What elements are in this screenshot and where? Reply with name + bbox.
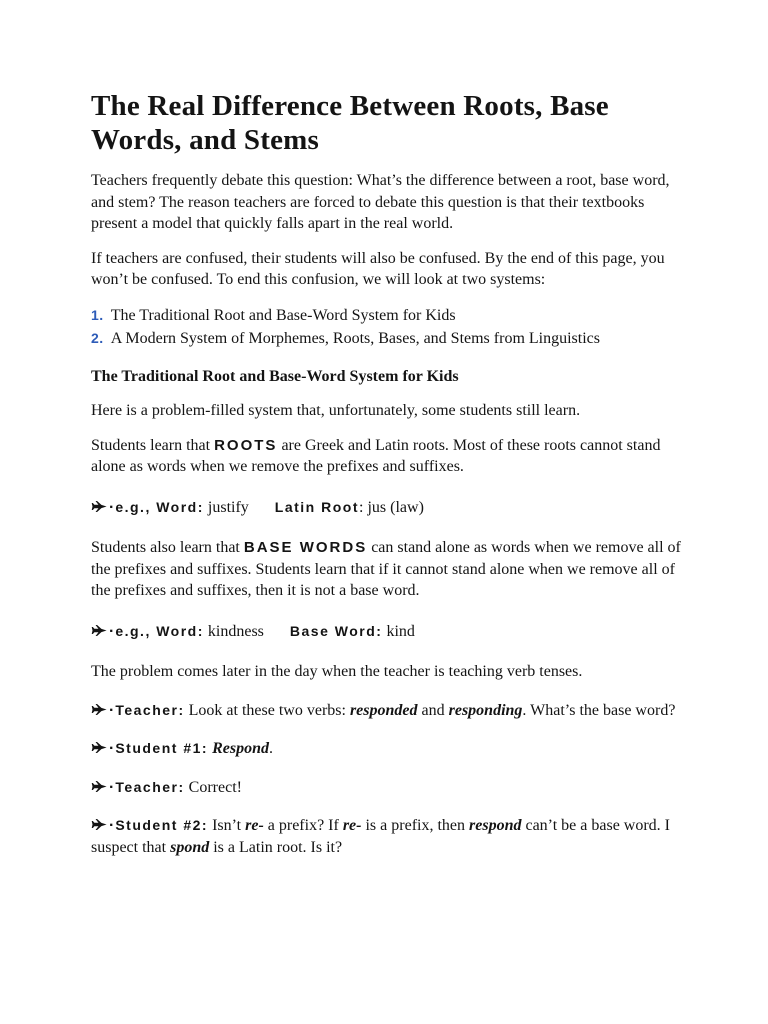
dialog-text: can’t be a base word. I suspect that (91, 817, 670, 856)
intro-paragraph-1: Teachers frequently debate this question: What’s the difference between a root, base word, and stem? The reason teachers are forced to debate this question is that their textbooks present a model that quickly falls apart in the real world. (91, 172, 670, 232)
base-words-pre-text: Students also learn that (91, 539, 244, 556)
airplane-bullet-icon (91, 624, 107, 637)
dialog-text: is a prefix, then (361, 817, 470, 834)
emphasized-word: re- (245, 817, 264, 834)
example-word-label: e.g., Word: (115, 498, 204, 515)
example-word-value: justify (207, 498, 249, 516)
roots-post-text: are Greek and Latin roots. Most of these roots cannot stand alone as words when we remove the prefixes and suffixes. (91, 436, 661, 475)
list-item-2 (91, 327, 687, 350)
dialog-text: Isn’t (212, 817, 246, 834)
airplane-bullet-icon (91, 500, 107, 513)
dialog-student-2 (91, 815, 687, 858)
airplane-bullet-icon (91, 818, 107, 831)
base-words-paragraph (91, 537, 687, 602)
bullet-dot: · (109, 740, 115, 757)
roots-term: ROOTS (214, 436, 278, 454)
problem-paragraph: The problem comes later in the day when the teacher is teaching verb tenses. (91, 663, 583, 680)
bullet-dot: · (109, 622, 115, 640)
emphasized-word: responded (349, 701, 418, 719)
intro-paragraph-2: If teachers are confused, their students will also be confused. By the end of this page, you won’t be confused. To end this confusion, we will look at two systems: (91, 249, 665, 288)
dialog-text: Correct! (188, 778, 242, 796)
airplane-bullet-icon (91, 703, 107, 716)
base-words-term: BASE WORDS (243, 539, 368, 556)
base-words-post-text: can stand alone as words when we remove all of the prefixes and suffixes. Students learn that if it cannot stand alone when we remove all of the prefixes and suffixes, then it is not a base word. (91, 539, 681, 599)
bullet-dot: · (109, 701, 115, 719)
latin-root-label: Latin Root (274, 498, 360, 515)
airplane-bullet-icon (91, 741, 107, 754)
example-base-line (91, 621, 687, 643)
example-word-value: kindness (207, 622, 264, 640)
dialog-text: . (268, 740, 273, 757)
speaker-label-teacher: Teacher: (115, 778, 185, 795)
speaker-label-student-1: Student #1: (115, 740, 209, 756)
dialog-teacher-2 (91, 777, 687, 799)
section-heading: The Traditional Root and Base-Word System for Kids (91, 367, 459, 385)
dialog-text: is a Latin root. Is it? (209, 838, 343, 856)
dialog-text: and (417, 701, 449, 719)
speaker-label-teacher: Teacher: (115, 701, 185, 718)
base-word-value: kind (386, 622, 415, 640)
list-item-1-label: The Traditional Root and Base-Word System for Kids (110, 306, 456, 324)
emphasized-word: spond (170, 838, 210, 856)
dialog-text: a prefix? If (263, 817, 343, 834)
bullet-dot: · (109, 817, 115, 834)
speaker-label-student-2: Student #2: (115, 817, 209, 833)
emphasized-word: Respond (212, 740, 269, 757)
example-root-line (91, 497, 687, 519)
list-item-2-label: A Modern System of Morphemes, Roots, Bases, and Stems from Linguistics (110, 329, 600, 347)
list-number-2: 2. (91, 329, 104, 346)
emphasized-word: re- (342, 817, 362, 834)
page-title-line-1: The Real Difference Between Roots, Base (91, 90, 609, 122)
page-title (91, 89, 687, 157)
latin-root-value: : jus (law) (359, 498, 424, 516)
airplane-bullet-icon (91, 780, 107, 793)
example-word-label: e.g., Word: (115, 622, 204, 639)
dialog-text: . What’s the base word? (522, 701, 676, 719)
emphasized-word: respond (469, 817, 522, 834)
emphasized-word: responding (448, 701, 523, 719)
section-intro-paragraph: Here is a problem-filled system that, unfortunately, some students still learn. (91, 402, 581, 419)
systems-list (91, 304, 687, 350)
bullet-dot: · (109, 498, 115, 516)
list-number-1: 1. (91, 306, 104, 323)
dialog-text: Look at these two verbs: (188, 701, 350, 719)
roots-pre-text: Students learn that (91, 436, 215, 454)
list-item-1 (91, 304, 687, 327)
base-word-label: Base Word: (289, 622, 383, 639)
bullet-dot: · (109, 778, 115, 796)
dialog-teacher-1 (91, 700, 687, 722)
page-title-line-2: Words, and Stems (91, 124, 319, 156)
dialog-student-1 (91, 738, 687, 760)
roots-paragraph (91, 435, 687, 478)
